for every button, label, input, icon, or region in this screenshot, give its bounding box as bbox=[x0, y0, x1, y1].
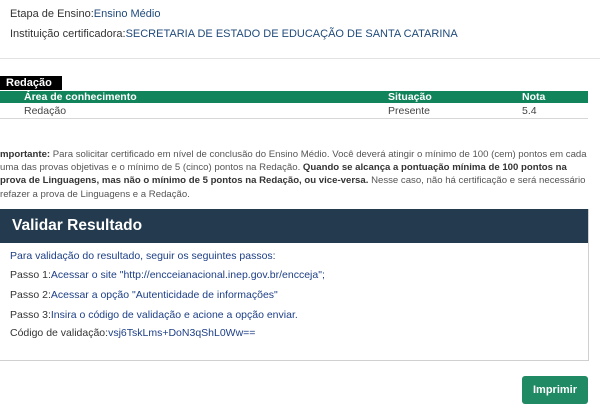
step-2 bbox=[10, 289, 278, 301]
header-situacao: Situação bbox=[388, 91, 432, 103]
important-strong: Quando se alcança a pontuação mínima de 100 pontos na prova de Linguagens, mas não o mínimo de 5 pontos na Redação, ou vice-versa. bbox=[0, 162, 567, 187]
print-button[interactable]: Imprimir bbox=[522, 376, 588, 404]
important-text-2: Nesse caso, não há certificação e será necessário refazer a prova de Linguagens e a Redação. bbox=[0, 175, 586, 200]
validation-code bbox=[10, 327, 255, 339]
header-area: Área de conhecimento bbox=[24, 91, 137, 103]
table-row bbox=[0, 104, 588, 119]
row-situacao: Presente bbox=[388, 105, 431, 117]
etapa-line bbox=[10, 8, 160, 20]
validate-panel bbox=[0, 209, 589, 361]
step-3 bbox=[10, 309, 298, 321]
step-3-label: Passo 3: bbox=[10, 309, 51, 321]
etapa-label: Etapa de Ensino: bbox=[10, 8, 94, 20]
validation-code-label: Código de validação: bbox=[10, 327, 109, 339]
step-1-text: Acessar o site "http://encceianacional.inep.gov.br/encceja"; bbox=[50, 269, 325, 281]
certificate-info bbox=[0, 0, 600, 59]
step-1 bbox=[10, 269, 325, 281]
important-notice bbox=[0, 148, 592, 201]
important-text-1: Para solicitar certificado em nível de conclusão do Ensino Médio. Você deverá atingir o mínimo de 100 (cem) pontos em cada uma das provas objetivas e o mínimo de 5 (cinco) pontos na Redação. bbox=[0, 149, 587, 174]
redacao-section-title: Redação bbox=[0, 76, 62, 90]
instituicao-line bbox=[10, 28, 458, 40]
step-1-label: Passo 1: bbox=[10, 269, 51, 281]
row-nota: 5.4 bbox=[522, 105, 537, 117]
header-nota: Nota bbox=[522, 91, 546, 103]
important-label: mportante: bbox=[0, 149, 51, 160]
instituicao-label: Instituição certificadora: bbox=[10, 28, 126, 40]
validate-intro: Para validação do resultado, seguir os seguintes passos: bbox=[10, 250, 276, 262]
step-3-text: Insira o código de validação e acione a opção enviar. bbox=[50, 309, 298, 321]
step-2-label: Passo 2: bbox=[10, 289, 51, 301]
validation-code-value: vsj6TskLms+DoN3qShL0Ww== bbox=[108, 327, 256, 339]
results-table-header bbox=[0, 91, 588, 103]
etapa-value: Ensino Médio bbox=[93, 8, 161, 20]
validate-title: Validar Resultado bbox=[0, 209, 588, 243]
instituicao-value: SECRETARIA DE ESTADO DE EDUCAÇÃO DE SANTA CATARINA bbox=[125, 28, 458, 40]
step-2-text: Acessar a opção "Autenticidade de informações" bbox=[50, 289, 278, 301]
row-area: Redação bbox=[24, 105, 67, 117]
